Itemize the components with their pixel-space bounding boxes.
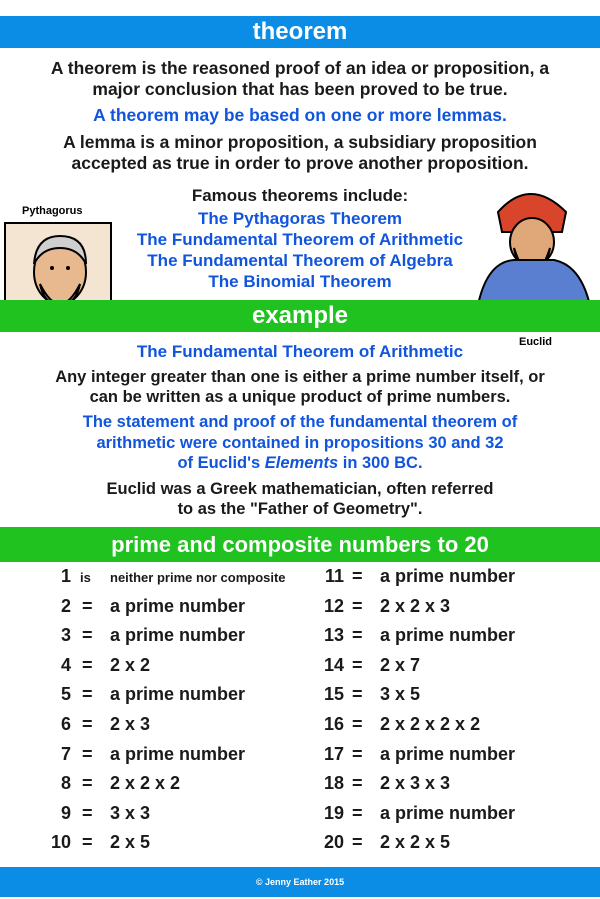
example-p2-line: arithmetic were contained in propositions 30 and 32 (96, 433, 504, 452)
prime-row-value: a prime number (110, 625, 246, 645)
example-p2-line: The statement and proof of the fundamental theorem of (82, 413, 518, 431)
lemma-line-1: A lemma is a minor proposition, a subsidiary proposition (63, 132, 537, 152)
prime-row-equals: = (352, 803, 363, 823)
example-p3-line: to as the "Father of Geometry". (177, 500, 423, 518)
prime-row-value: a prime number (380, 566, 516, 586)
famous-item: The Pythagoras Theorem (197, 209, 403, 228)
example-bar (0, 300, 600, 332)
prime-row-equals: = (352, 684, 363, 704)
euclid-caption: Euclid (519, 336, 553, 348)
prime-row-equals: = (352, 714, 363, 734)
prime-row-equals: = (352, 832, 363, 852)
prime-row-number: 12 (323, 596, 344, 616)
example-subtitle-text: The Fundamental Theorem of Arithmetic (136, 342, 464, 361)
prime-row-number: 10 (50, 832, 71, 852)
prime-row-equals: = (82, 832, 93, 852)
prime-row-equals: = (82, 625, 93, 645)
example-p3 (0, 479, 600, 519)
prime-row-value: 2 x 5 (110, 832, 151, 852)
prime-row-equals: = (352, 596, 363, 616)
lemma-definition (0, 132, 600, 174)
example-p2 (0, 412, 600, 474)
example-p1-line: Any integer greater than one is either a prime number itself, or (55, 368, 545, 386)
prime-row-value: a prime number (110, 684, 246, 704)
example-p2-line (0, 453, 600, 474)
prime-row-value: 2 x 2 x 5 (380, 832, 451, 852)
prime-row-value: a prime number (380, 744, 516, 764)
prime-row-equals: = (352, 655, 363, 675)
prime-row-value: 2 x 2 (110, 655, 151, 675)
prime-row-equals: = (82, 596, 93, 616)
prime-row-equals: is (80, 570, 91, 585)
intro-line-2: major conclusion that has been proved to be true. (92, 79, 508, 99)
prime-row-value: 2 x 7 (380, 655, 421, 675)
prime-row-equals: = (82, 655, 93, 675)
p2-pre: of Euclid's (177, 454, 265, 472)
example-p1-line: can be written as a unique product of prime numbers. (89, 388, 511, 406)
prime-row-number: 4 (60, 655, 71, 675)
prime-row-value: a prime number (110, 596, 246, 616)
header-bar (0, 16, 600, 48)
prime-row-equals: = (82, 684, 93, 704)
prime-row-equals: = (82, 803, 93, 823)
prime-row-value: 2 x 2 x 2 (110, 773, 181, 793)
prime-row-value: 3 x 5 (380, 684, 421, 704)
prime-row-number: 18 (323, 773, 344, 793)
famous-item: The Binomial Theorem (208, 272, 392, 291)
prime-row-value: a prime number (380, 625, 516, 645)
p2-post: in 300 BC. (338, 454, 423, 472)
prime-row-number: 3 (60, 625, 71, 645)
prime-row-value: a prime number (110, 744, 246, 764)
prime-row-equals: = (352, 773, 363, 793)
prime-row-number: 19 (323, 803, 344, 823)
primes-bar (0, 527, 600, 562)
example-title: example (251, 302, 349, 329)
prime-row-number: 15 (323, 684, 344, 704)
prime-row-value: 2 x 2 x 3 (380, 596, 451, 616)
prime-row-number: 9 (60, 803, 71, 823)
prime-row-equals: = (82, 744, 93, 764)
prime-row-number: 16 (323, 714, 344, 734)
page-title: theorem (252, 18, 348, 45)
example-p1 (0, 367, 600, 407)
prime-row-equals: = (352, 744, 363, 764)
prime-row-number: 11 (324, 566, 344, 586)
footer-bar (0, 867, 600, 897)
prime-row-number: 8 (60, 773, 71, 793)
example-p3-line: Euclid was a Greek mathematician, often referred (106, 480, 494, 498)
prime-row-number: 17 (323, 744, 344, 764)
prime-row-equals: = (352, 625, 363, 645)
prime-row-number: 14 (323, 655, 344, 675)
prime-row-value: 2 x 3 x 3 (380, 773, 451, 793)
prime-row-number: 7 (60, 744, 71, 764)
copyright: © Jenny Eather 2015 (255, 877, 345, 887)
lemma-line-2: accepted as true in order to prove another proposition. (71, 153, 529, 173)
prime-row-value: 2 x 2 x 2 x 2 (380, 714, 481, 734)
prime-row-number: 2 (60, 596, 71, 616)
famous-heading-text: Famous theorems include: (191, 186, 409, 205)
prime-row-value: neither prime nor composite (110, 570, 286, 585)
prime-row-value: 2 x 3 (110, 714, 151, 734)
prime-row-value: a prime number (380, 803, 516, 823)
intro-line-1: A theorem is the reasoned proof of an idea or proposition, a (50, 58, 550, 78)
elements-title: Elements (264, 454, 339, 472)
lemma-note (0, 105, 600, 126)
prime-row-number: 20 (323, 832, 344, 852)
lemma-note-text: A theorem may be based on one or more lemmas. (93, 105, 507, 125)
prime-row-equals: = (82, 773, 93, 793)
prime-row-number: 13 (323, 625, 344, 645)
famous-item: The Fundamental Theorem of Algebra (147, 251, 453, 270)
intro-paragraph (0, 58, 600, 100)
pythagoras-caption: Pythagorus (22, 205, 83, 217)
prime-row-value: 3 x 3 (110, 803, 151, 823)
famous-item: The Fundamental Theorem of Arithmetic (136, 230, 464, 249)
example-subtitle (0, 341, 600, 362)
primes-title: prime and composite numbers to 20 (111, 532, 489, 557)
prime-row-number: 6 (60, 714, 71, 734)
prime-row-equals: = (352, 566, 363, 586)
prime-row-number: 1 (60, 566, 71, 586)
prime-row-equals: = (82, 714, 93, 734)
prime-row-number: 5 (60, 684, 71, 704)
